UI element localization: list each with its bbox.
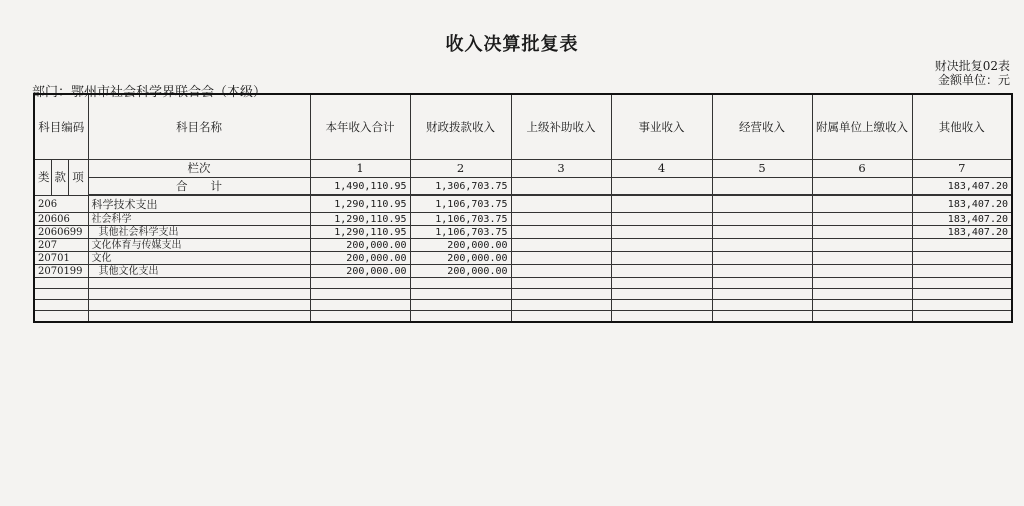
row-name: 社会科学 (88, 213, 310, 226)
income-table (33, 93, 1013, 323)
col-number-6: 6 (812, 160, 912, 178)
row-value-6 (812, 213, 912, 226)
row-code: 20701 (34, 252, 88, 265)
row-code: 2060699 (34, 226, 88, 239)
row-value-7 (912, 265, 1012, 278)
row-value-1: 1,290,110.95 (310, 226, 410, 239)
row-value-5 (712, 226, 812, 239)
table-row (34, 239, 1012, 252)
total-value-6 (812, 178, 912, 195)
empty-row (34, 289, 1012, 300)
row-value-7: 183,407.20 (912, 226, 1012, 239)
row-value-7 (912, 239, 1012, 252)
department-label: 部门：鄂州市社会科学界联合会（本级） (32, 85, 267, 100)
row-value-4 (611, 226, 712, 239)
amount-unit: 金额单位：元 (937, 73, 1010, 87)
form-meta (935, 59, 1010, 87)
total-value-4 (611, 178, 712, 195)
row-value-4 (611, 265, 712, 278)
total-value-3 (511, 178, 611, 195)
header-col-6: 附属单位上缴收入 (812, 94, 912, 160)
row-value-7: 183,407.20 (912, 213, 1012, 226)
header-lei: 类 (34, 160, 51, 196)
table-row (34, 196, 1012, 213)
table-row (34, 265, 1012, 278)
row-value-5 (712, 239, 812, 252)
row-value-2: 200,000.00 (410, 265, 511, 278)
row-value-5 (712, 196, 812, 213)
row-value-2: 1,106,703.75 (410, 213, 511, 226)
header-col-1: 本年收入合计 (310, 94, 410, 160)
row-name: 文化 (88, 252, 310, 265)
header-code: 科目编码 (34, 94, 88, 160)
header-xiang: 项 (68, 160, 88, 196)
row-value-6 (812, 239, 912, 252)
row-value-3 (511, 252, 611, 265)
col-number-4: 4 (611, 160, 712, 178)
row-value-5 (712, 213, 812, 226)
row-code: 2070199 (34, 265, 88, 278)
row-value-4 (611, 213, 712, 226)
row-value-1: 1,290,110.95 (310, 213, 410, 226)
row-value-2: 200,000.00 (410, 252, 511, 265)
row-name: 文化体育与传媒支出 (88, 239, 310, 252)
lanci-label: 栏次 (88, 160, 310, 178)
empty-row (34, 300, 1012, 311)
col-number-3: 3 (511, 160, 611, 178)
row-code: 20606 (34, 213, 88, 226)
row-value-4 (611, 252, 712, 265)
row-value-3 (511, 213, 611, 226)
row-value-7: 183,407.20 (912, 196, 1012, 213)
row-value-5 (712, 252, 812, 265)
table-row (34, 213, 1012, 226)
total-label: 合 计 (88, 178, 310, 195)
empty-row (34, 278, 1012, 289)
header-col-4: 事业收入 (611, 94, 712, 160)
total-value-2: 1,306,703.75 (410, 178, 511, 195)
row-name: 科学技术支出 (88, 196, 310, 213)
table-row (34, 226, 1012, 239)
row-value-7 (912, 252, 1012, 265)
row-name: 其他文化支出 (88, 265, 310, 278)
page-title: 收入决算批复表 (445, 34, 579, 55)
col-number-7: 7 (912, 160, 1012, 178)
col-number-5: 5 (712, 160, 812, 178)
row-value-6 (812, 265, 912, 278)
row-value-4 (611, 239, 712, 252)
header-col-3: 上级补助收入 (511, 94, 611, 160)
row-value-2: 1,106,703.75 (410, 196, 511, 213)
empty-row (34, 311, 1012, 322)
col-number-2: 2 (410, 160, 511, 178)
row-value-6 (812, 226, 912, 239)
row-value-3 (511, 265, 611, 278)
header-name: 科目名称 (88, 94, 310, 160)
row-name: 其他社会科学支出 (88, 226, 310, 239)
total-value-5 (712, 178, 812, 195)
row-value-1: 200,000.00 (310, 252, 410, 265)
form-number: 财决批复02表 (934, 59, 1010, 73)
header-col-5: 经营收入 (712, 94, 812, 160)
row-value-3 (511, 239, 611, 252)
row-value-6 (812, 252, 912, 265)
row-value-3 (511, 226, 611, 239)
row-value-1: 200,000.00 (310, 239, 410, 252)
row-value-2: 200,000.00 (410, 239, 511, 252)
row-code: 206 (34, 196, 88, 213)
row-value-3 (511, 196, 611, 213)
total-value-1: 1,490,110.95 (310, 178, 410, 195)
row-value-6 (812, 196, 912, 213)
row-value-4 (611, 196, 712, 213)
header-col-7: 其他收入 (912, 94, 1012, 160)
col-number-1: 1 (310, 160, 410, 178)
row-value-5 (712, 265, 812, 278)
row-value-2: 1,106,703.75 (410, 226, 511, 239)
header-col-2: 财政拨款收入 (410, 94, 511, 160)
row-value-1: 1,290,110.95 (310, 196, 410, 213)
row-code: 207 (34, 239, 88, 252)
table-row (34, 252, 1012, 265)
header-kuan: 款 (51, 160, 68, 196)
total-value-7: 183,407.20 (912, 178, 1012, 195)
row-value-1: 200,000.00 (310, 265, 410, 278)
